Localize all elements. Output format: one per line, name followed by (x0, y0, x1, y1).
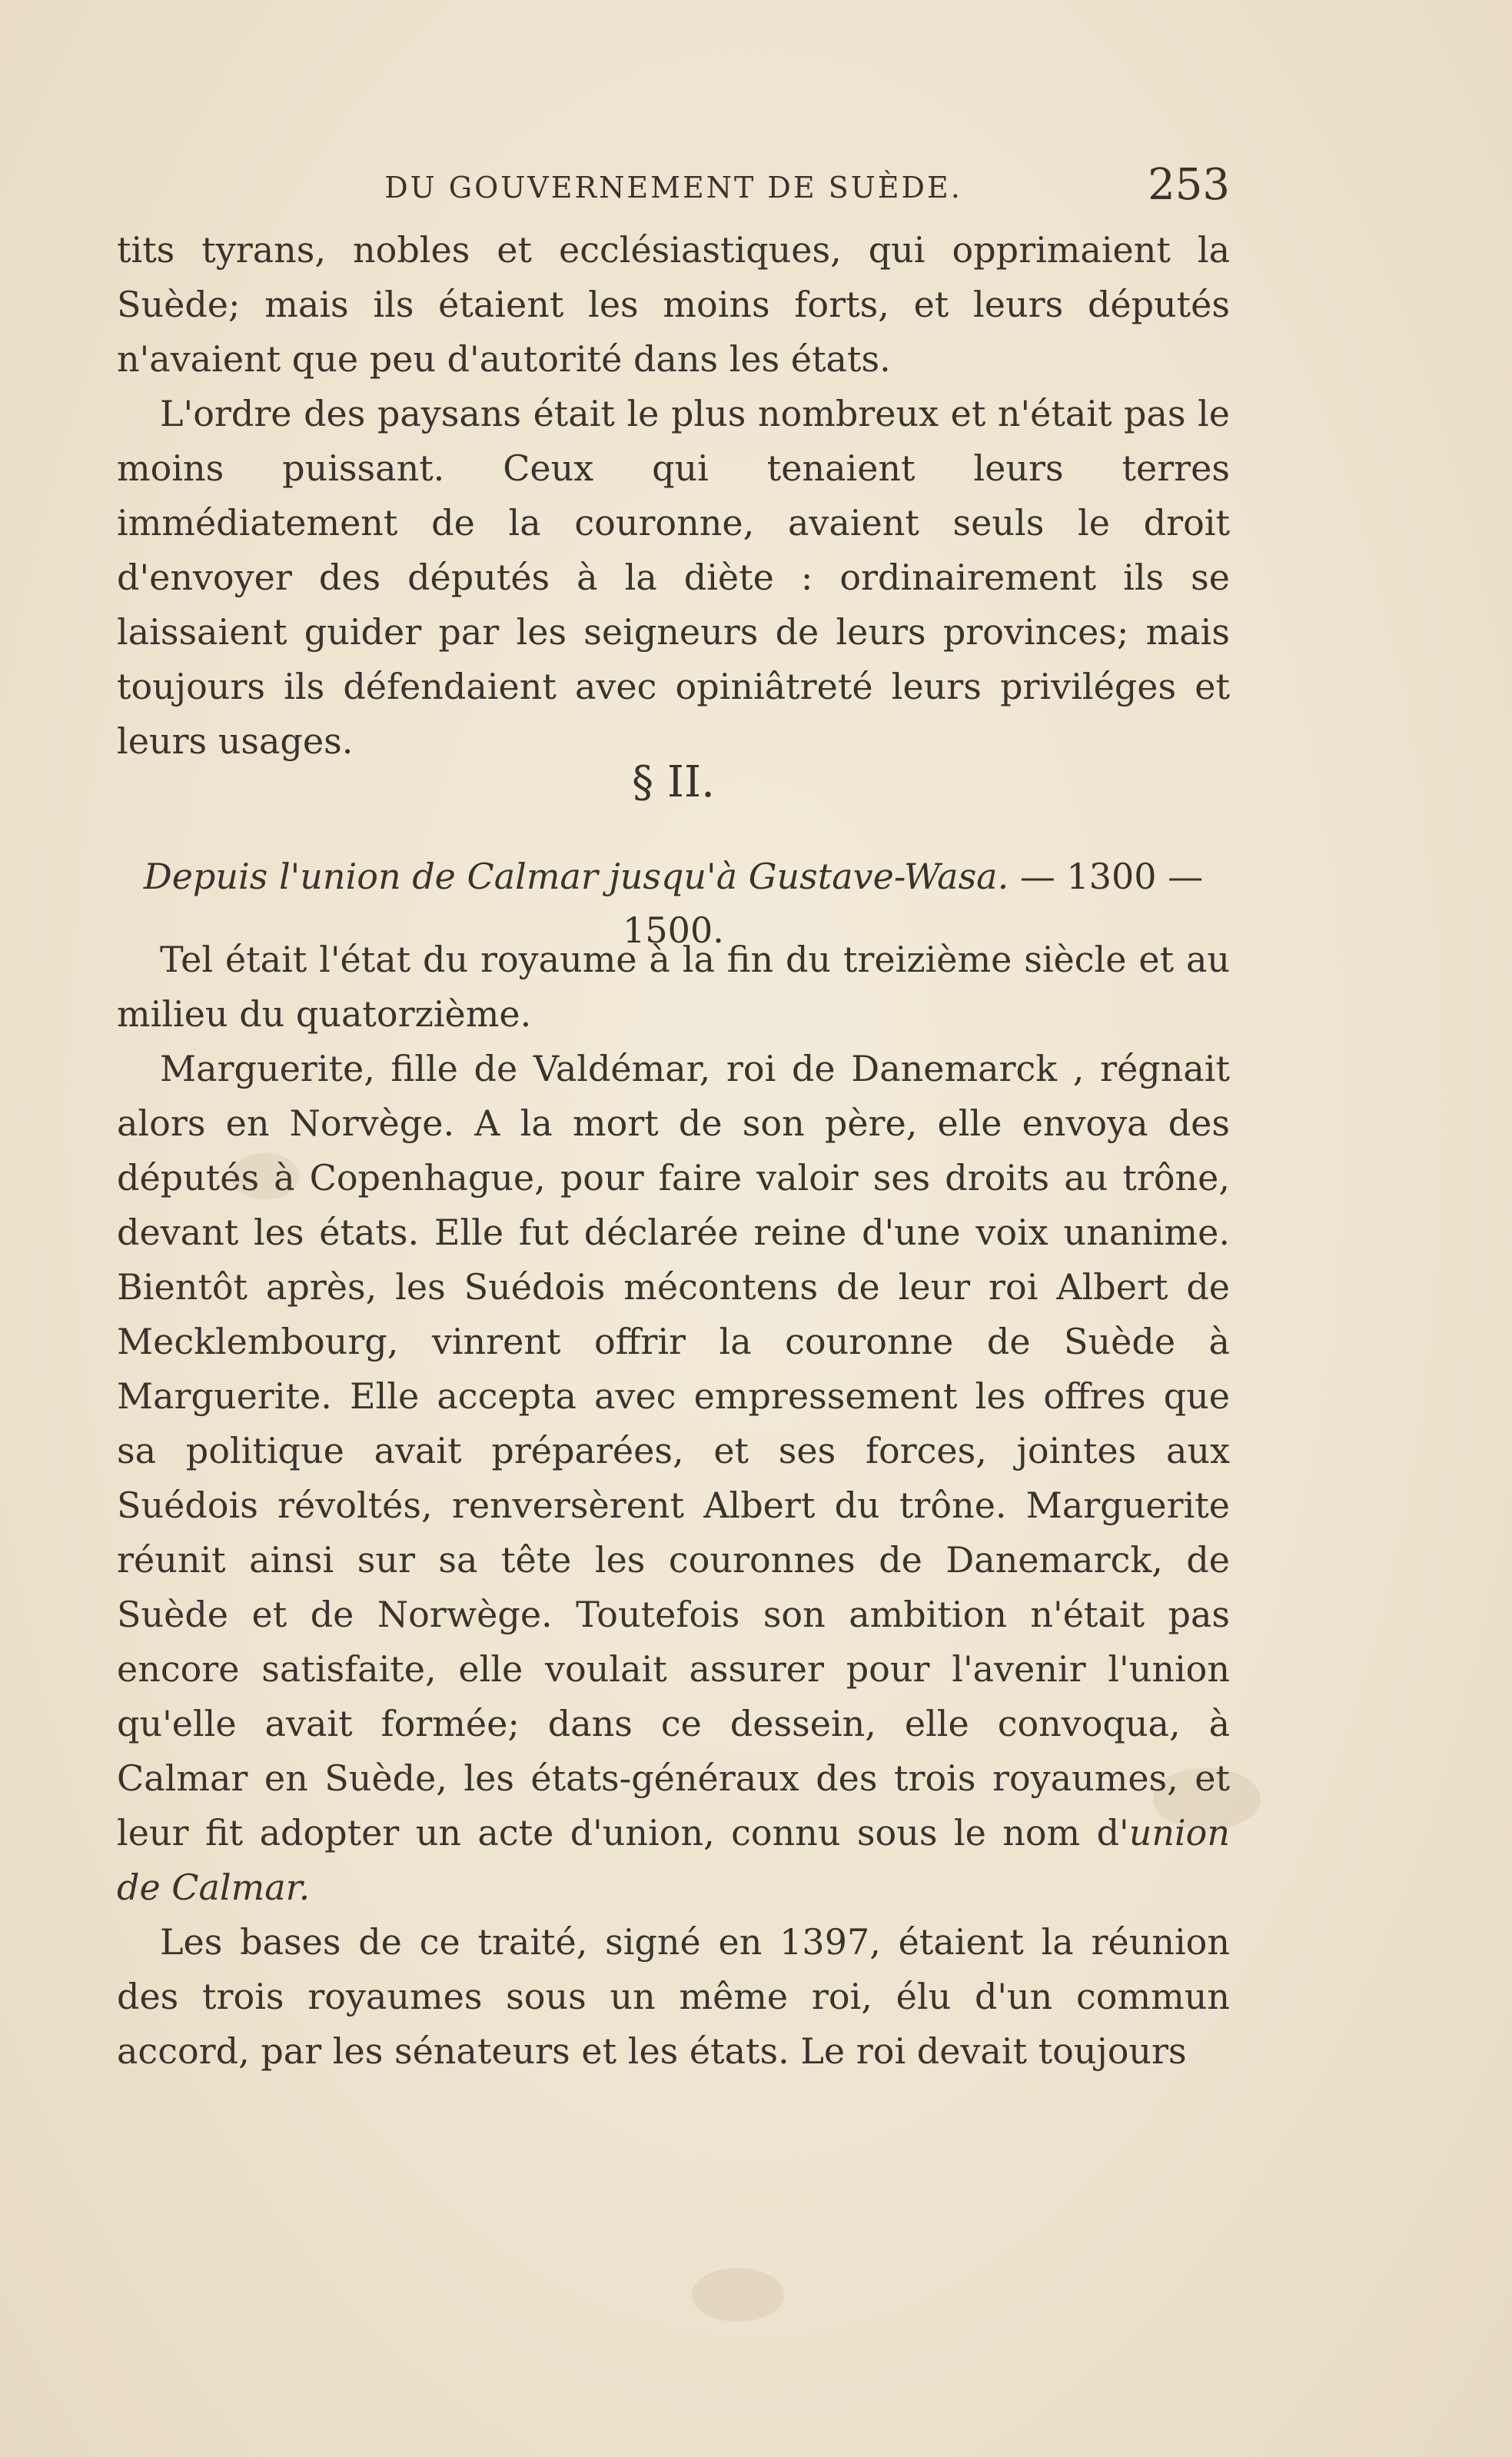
paragraph: Les bases de ce traité, signé en 1397, étaient la réunion des trois royaumes sous un même roi, élu d'un commun accord, par les sénateurs et les états. Le roi devait toujours (117, 1921, 1230, 2072)
paragraph-text: Marguerite, fille de Valdémar, roi de Danemarck , régnait alors en Norvège. A la mort de son père, elle envoya des députés à Copenhague, pour faire valoir ses droits au trône, devant les états. Elle fut déclarée reine d'une voix unanime. Bientôt après, les Suédois mécontens de leur roi Albert de Mecklembourg, vinrent offrir la couronne de Suède à Marguerite. Elle accepta avec empressement les offres que sa politique avait préparées, et ses forces, jointes aux Suédois révoltés, renversèrent Albert du trône. Marguerite réunit ainsi sur sa tête les couronnes de Danemarck, de Suède et de Norwège. Toutefois son ambition n'était pas encore satisfaite, elle voulait assurer pour l'avenir l'union qu'elle avait formée; dans ce dessein, elle convoqua, à Calmar en Suède, les états-généraux des trois royaumes, et leur fit adopter un acte d'union, connu sous le nom d' (117, 1048, 1230, 1854)
section-heading-title: Depuis l'union de Calmar jusqu'à Gustave-Wasa. (143, 856, 1009, 897)
section-heading-dates: — 1300 — 1500. (623, 856, 1204, 951)
paragraph: L'ordre des paysans était le plus nombreux et n'était pas le moins puissant. Ceux qui tenaient leurs terres immédiatement de la couronne, avaient seuls le droit d'envoyer des députés à la diète : ordinairement ils se laissaient guider par les seigneurs de leurs provinces; mais toujours ils défendaient avec opiniâtreté leurs priviléges et leurs usages. (117, 393, 1230, 762)
text-block-before-section (117, 223, 1230, 769)
paragraph: tits tyrans, nobles et ecclésiastiques, qui opprimaient la Suède; mais ils étaient les moins forts, et leurs députés n'avaient que peu d'autorité dans les états. (117, 229, 1230, 380)
paragraph: Tel était l'état du royaume à la fin du treizième siècle et au milieu du quatorzième. (117, 939, 1230, 1035)
page-number: 253 (1148, 160, 1230, 210)
running-title: DU GOUVERNEMENT DE SUÈDE. (384, 171, 962, 204)
page-header (117, 160, 1230, 214)
paper-stain (692, 2268, 784, 2322)
section-number: § II. (632, 757, 715, 807)
italic-term: union de Calmar. (117, 1812, 1230, 1908)
paragraph (117, 1042, 1230, 1915)
text-block-after-section (117, 933, 1230, 2079)
